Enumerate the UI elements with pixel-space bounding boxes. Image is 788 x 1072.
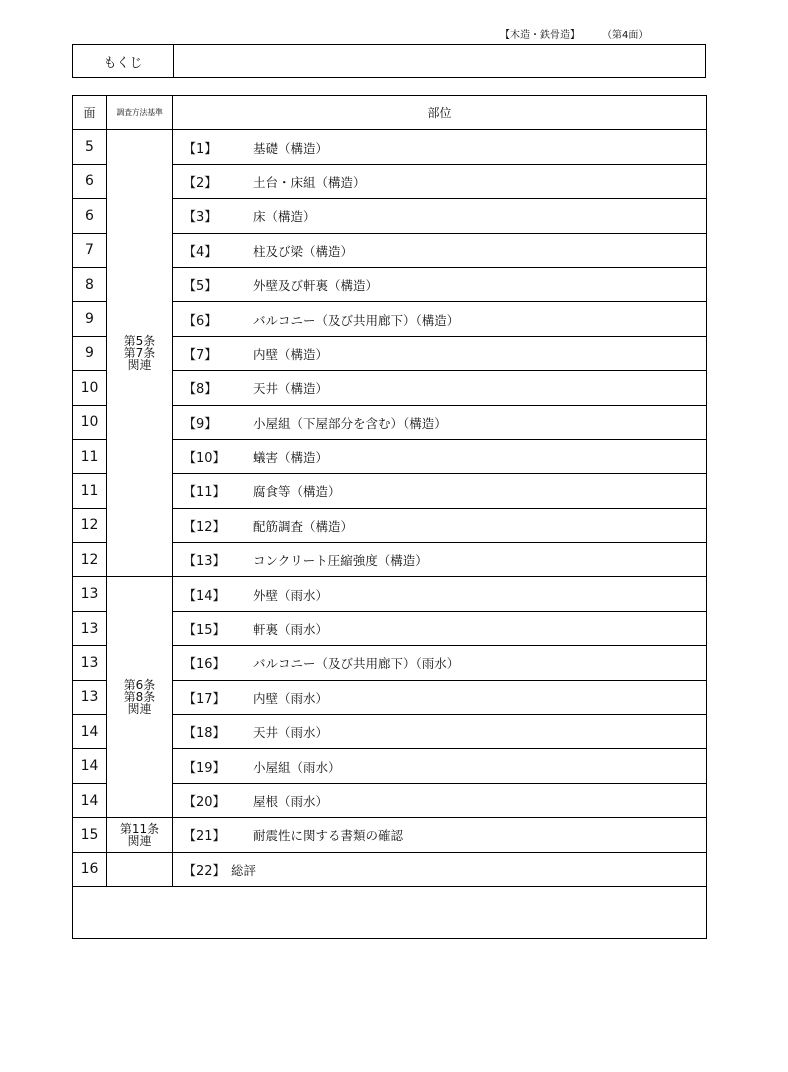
row-page: 6 — [73, 199, 107, 233]
header-page: 面 — [73, 96, 107, 130]
item-number: 【16】 — [183, 657, 226, 673]
row-page: 16 — [73, 852, 107, 886]
group-line: 関連 — [127, 702, 152, 717]
group-line: 第5条 — [123, 334, 156, 349]
item-label: 外壁（雨水） — [253, 587, 329, 603]
item-number: 【5】 — [183, 279, 218, 295]
row-page: 14 — [73, 783, 107, 817]
item-label: 床（構造） — [253, 209, 316, 225]
row-item — [173, 439, 707, 473]
row-page: 10 — [73, 371, 107, 405]
item-number: 【9】 — [183, 416, 218, 432]
item-number: 【4】 — [183, 244, 218, 260]
row-page: 6 — [73, 164, 107, 198]
basis-group-3 — [107, 818, 173, 852]
item-label: バルコニー（及び共用廊下）（雨水） — [253, 656, 460, 672]
basis-group-2 — [107, 577, 173, 818]
toc-label: もくじ — [73, 45, 174, 77]
row-page: 9 — [73, 336, 107, 370]
item-number: 【10】 — [183, 451, 226, 467]
item-label: 外壁及び軒裏（構造） — [253, 278, 379, 294]
row-item — [173, 405, 707, 439]
group-line: 第11条 — [119, 821, 160, 836]
row-page: 14 — [73, 749, 107, 783]
table-row — [73, 577, 707, 611]
index-table — [72, 95, 707, 939]
page-header — [500, 26, 710, 42]
item-number: 【17】 — [183, 691, 226, 707]
table-header-row — [73, 96, 707, 130]
basis-group-1 — [107, 130, 173, 577]
blank-cell — [73, 886, 707, 938]
item-label: 小屋組（下屋部分を含む）（構造） — [253, 415, 447, 431]
item-number: 【15】 — [183, 623, 226, 639]
row-item — [173, 302, 707, 336]
row-page: 11 — [73, 474, 107, 508]
item-label: 軒裏（雨水） — [253, 622, 329, 638]
item-label: 天井（構造） — [253, 381, 329, 397]
item-number: 【14】 — [183, 588, 226, 604]
group-line: 第8条 — [123, 690, 156, 705]
row-item — [173, 715, 707, 749]
item-number: 【11】 — [183, 485, 226, 501]
row-page: 5 — [73, 130, 107, 164]
row-item — [173, 130, 707, 164]
row-page: 8 — [73, 267, 107, 301]
item-number: 【21】 — [183, 829, 226, 845]
row-item — [173, 680, 707, 714]
item-number: 【1】 — [183, 141, 218, 157]
table-row — [73, 852, 707, 886]
item-label: バルコニー（及び共用廊下）（構造） — [253, 312, 460, 328]
row-item — [173, 783, 707, 817]
row-item — [173, 474, 707, 508]
item-label: 土台・床組（構造） — [253, 174, 366, 190]
row-item — [173, 577, 707, 611]
row-page: 13 — [73, 680, 107, 714]
basis-empty — [107, 852, 173, 886]
row-item — [173, 164, 707, 198]
row-item — [173, 749, 707, 783]
page-tag: （第4面） — [602, 30, 649, 41]
item-number: 【12】 — [183, 519, 226, 535]
row-item — [173, 508, 707, 542]
row-page: 15 — [73, 818, 107, 852]
row-item — [173, 543, 707, 577]
group-line: 関連 — [127, 833, 152, 848]
row-page: 13 — [73, 577, 107, 611]
item-number: 【8】 — [183, 382, 218, 398]
row-page: 13 — [73, 646, 107, 680]
group-line: 関連 — [127, 358, 152, 373]
group-line: 第7条 — [123, 346, 156, 361]
header-part: 部位 — [173, 96, 707, 130]
row-page: 9 — [73, 302, 107, 336]
item-number: 【6】 — [183, 313, 218, 329]
item-label: 屋根（雨水） — [253, 794, 329, 809]
item-label: 内壁（構造） — [253, 346, 329, 362]
item-number: 【13】 — [183, 554, 226, 570]
item-label: 蟻害（構造） — [253, 450, 329, 466]
item-label: 基礎（構造） — [253, 140, 329, 156]
row-page: 7 — [73, 233, 107, 267]
row-page: 12 — [73, 543, 107, 577]
header-basis: 調査方法基準 — [107, 96, 173, 130]
row-item — [173, 852, 707, 886]
group-line: 第6条 — [123, 678, 156, 693]
row-item — [173, 646, 707, 680]
blank-row — [73, 886, 707, 938]
row-page: 14 — [73, 715, 107, 749]
item-number: 【18】 — [183, 726, 226, 742]
row-item — [173, 336, 707, 370]
item-label: コンクリート圧縮強度（構造） — [253, 553, 428, 569]
row-page: 10 — [73, 405, 107, 439]
row-item — [173, 611, 707, 645]
table-row — [73, 818, 707, 852]
item-number: 【20】 — [183, 795, 226, 810]
item-label: 配筋調査（構造） — [253, 518, 354, 534]
row-item — [173, 267, 707, 301]
item-number: 【19】 — [183, 760, 226, 776]
row-item — [173, 371, 707, 405]
row-item — [173, 233, 707, 267]
structure-tag: 【木造・鉄骨造】 — [500, 30, 580, 41]
item-label: 柱及び梁（構造） — [253, 243, 354, 259]
item-number: 【7】 — [183, 347, 218, 363]
row-page: 11 — [73, 439, 107, 473]
row-page: 13 — [73, 611, 107, 645]
toc-box — [72, 44, 706, 78]
item-number: 【2】 — [183, 175, 218, 191]
item-label: 総評 — [231, 862, 257, 878]
row-item — [173, 199, 707, 233]
item-label: 天井（雨水） — [253, 725, 329, 741]
item-number: 【22】 — [183, 863, 226, 879]
item-label: 内壁（雨水） — [253, 690, 329, 706]
item-label: 腐食等（構造） — [253, 484, 341, 500]
row-item — [173, 818, 707, 852]
item-label: 耐震性に関する書類の確認 — [253, 828, 404, 844]
table-row — [73, 130, 707, 164]
item-number: 【3】 — [183, 210, 218, 226]
item-label: 小屋組（雨水） — [253, 759, 341, 775]
row-page: 12 — [73, 508, 107, 542]
